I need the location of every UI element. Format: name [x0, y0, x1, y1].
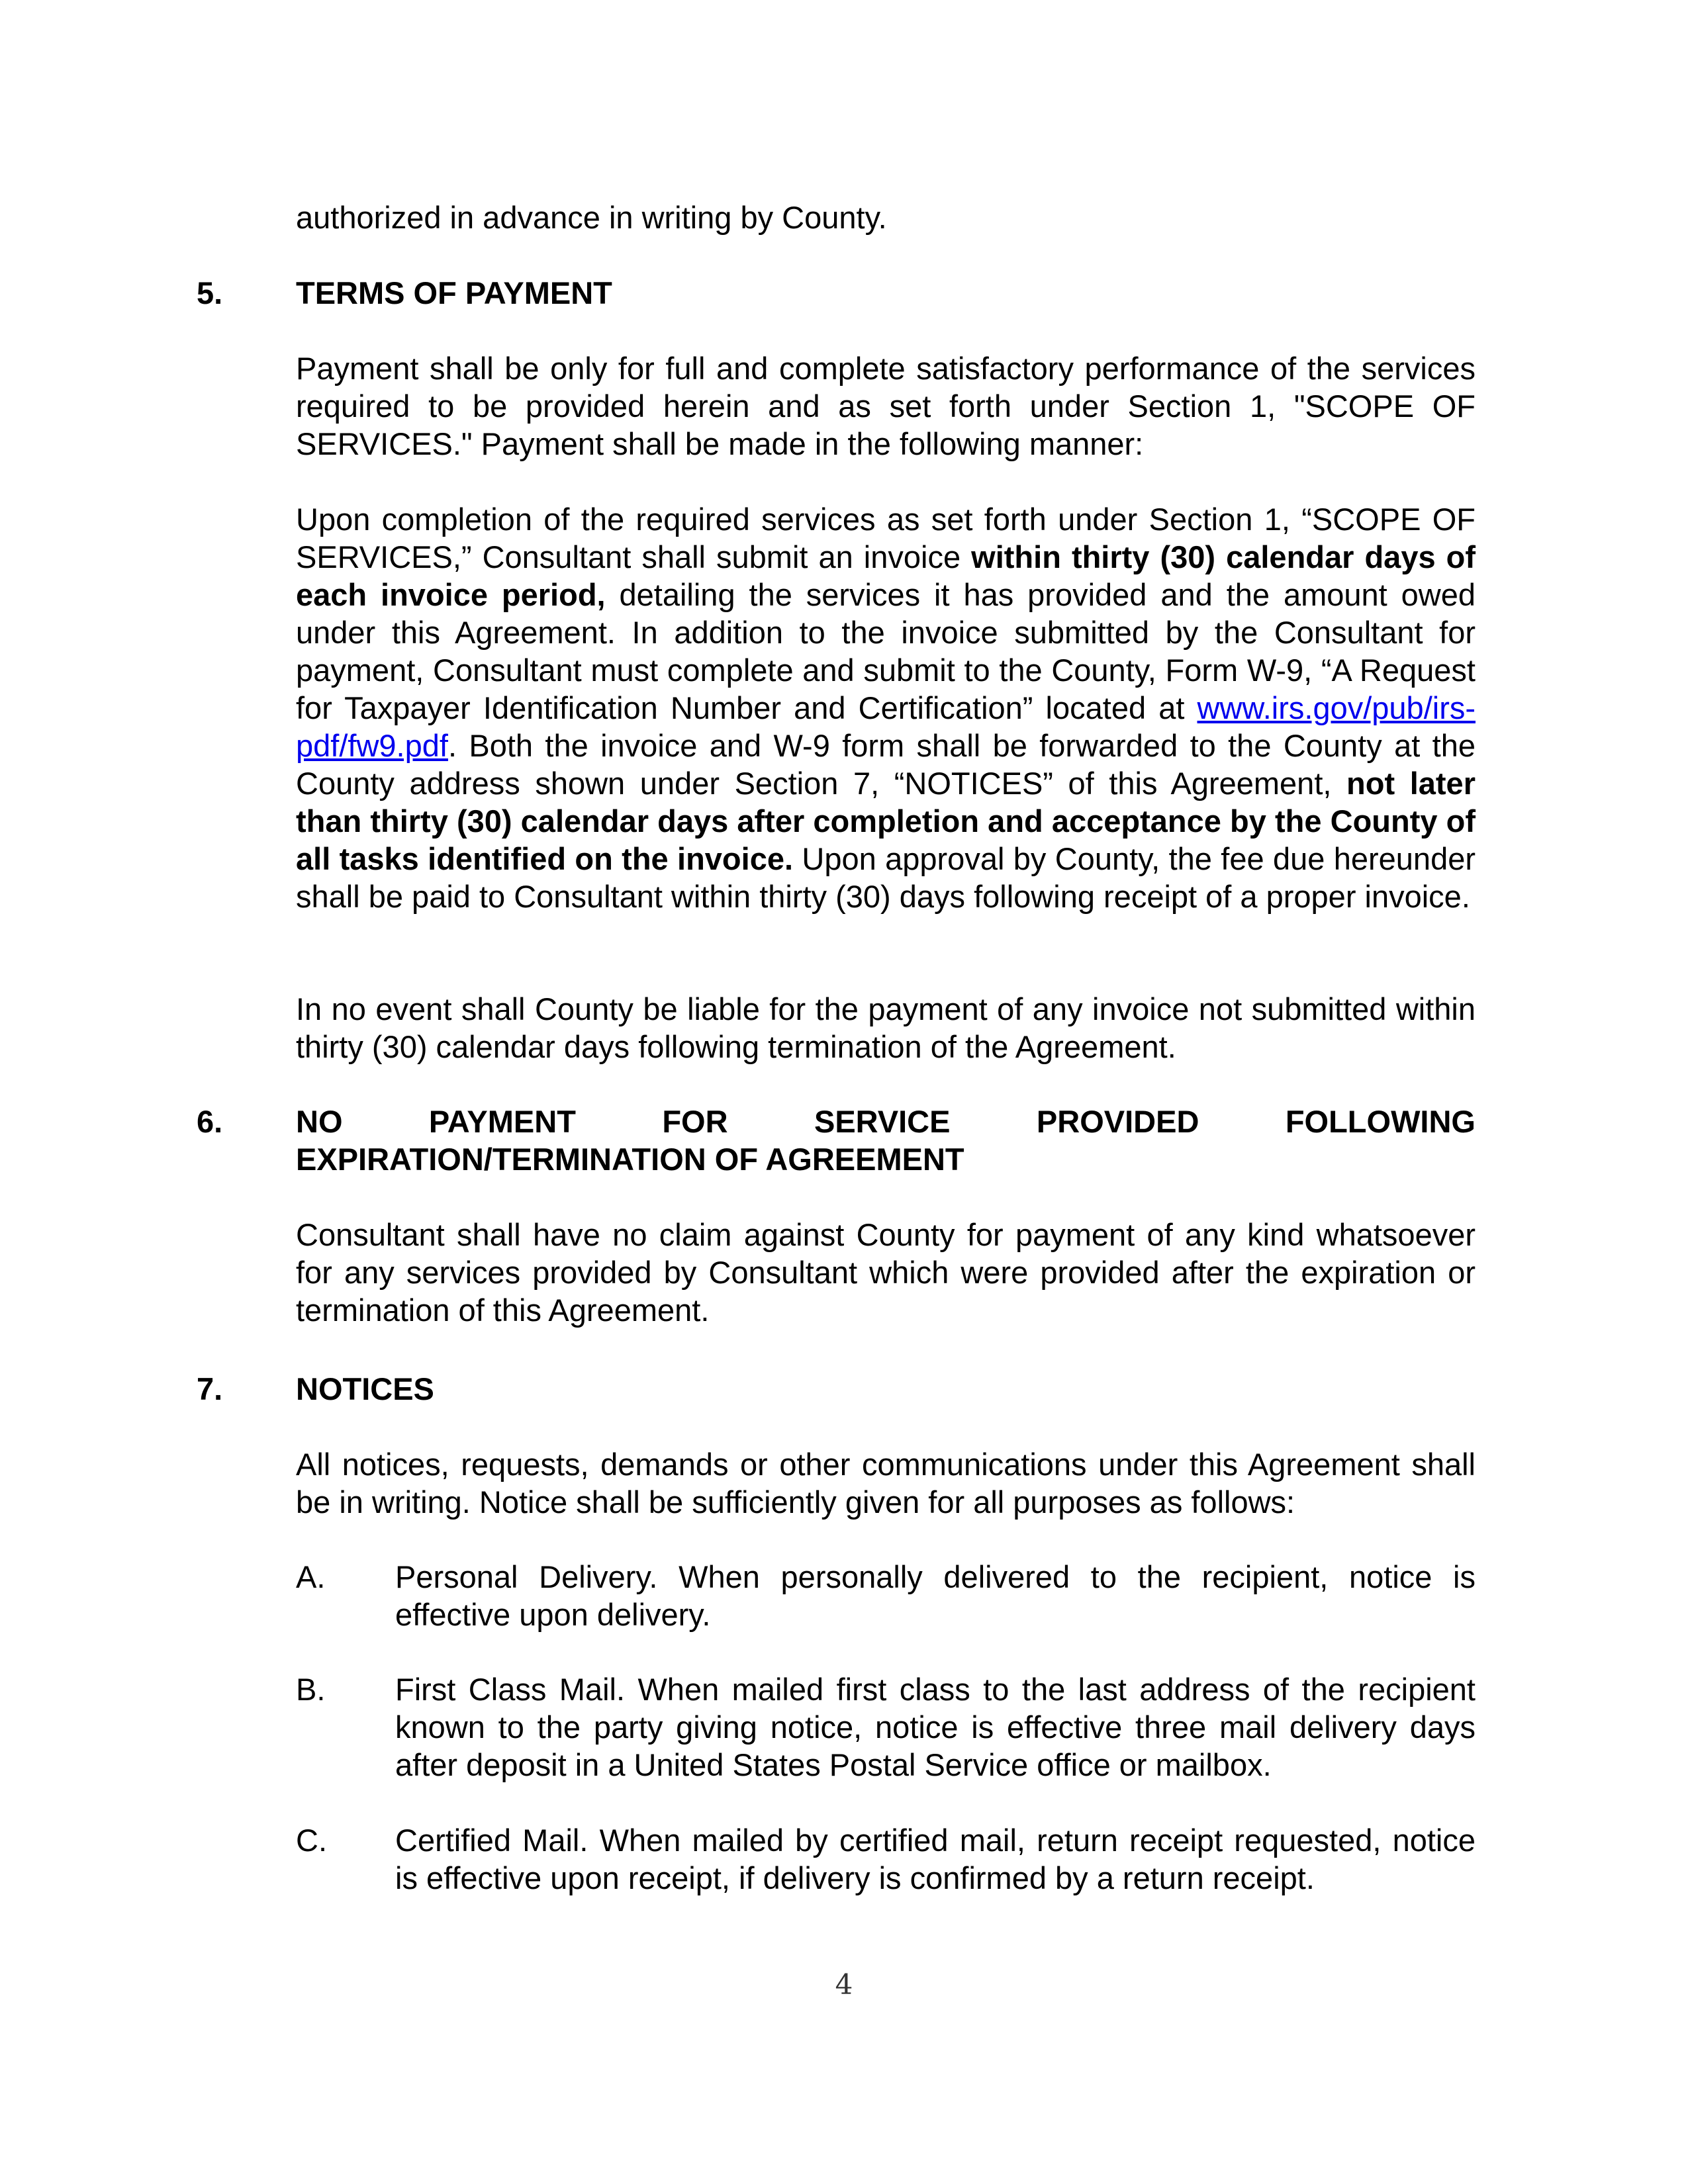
page-number: 4	[835, 1968, 853, 2001]
item-letter: A.	[296, 1559, 326, 1594]
bold-run: not later than thirty (30) calendar days after completion and acceptance by the County of all tasks identified on the invoice.	[296, 766, 1476, 876]
item-text: Certified Mail. When mailed by certified mail, return receipt requested, notice is effective upon receipt, if delivery is confirmed by a return receipt.	[395, 1823, 1476, 1895]
continuation-paragraph: authorized in advance in writing by County.	[296, 200, 887, 235]
irs-w9-link[interactable]: www.irs.gov/pub/irs-pdf/fw9.pdf	[296, 690, 1476, 763]
section-title: NOTICES	[296, 1371, 434, 1406]
text-run: Upon approval by County, the fee due hereunder shall be paid to Consultant within thirty (30) days following receipt of a proper invoice.	[296, 841, 1476, 914]
section-title-line-1: NO PAYMENT FOR SERVICE PROVIDED FOLLOWING	[296, 1104, 1476, 1139]
section-number: 5.	[197, 275, 223, 310]
section-number: 6.	[197, 1104, 223, 1139]
section-title-line-2: EXPIRATION/TERMINATION OF AGREEMENT	[296, 1142, 964, 1177]
item-text: Personal Delivery. When personally delivered to the recipient, notice is effective upon delivery.	[395, 1559, 1476, 1632]
item-letter: C.	[296, 1823, 327, 1858]
section-title: TERMS OF PAYMENT	[296, 275, 612, 310]
section-5-paragraph-3: In no event shall County be liable for the payment of any invoice not submitted within thirty (30) calendar days following termination of the Agreement.	[296, 991, 1476, 1064]
item-letter: B.	[296, 1672, 326, 1707]
section-5-paragraph-2	[296, 500, 1476, 915]
bold-run: within thirty (30) calendar days of each invoice period,	[296, 539, 1476, 612]
section-6-paragraph-1: Consultant shall have no claim against County for payment of any kind whatsoever for any services provided by Consultant which were provided after the expiration or termination of this Agreement.	[296, 1217, 1476, 1328]
text-run: Upon completion of the required services as set forth under Section 1, “SCOPE OF SERVICES,” Consultant shall submit an invoice	[296, 502, 1476, 574]
text-run: . Both the invoice and W-9 form shall be forwarded to the County at the County address shown under Section 7, “NOTICES” of this Agreement,	[296, 728, 1476, 801]
section-5-paragraph-1: Payment shall be only for full and complete satisfactory performance of the services required to be provided herein and as set forth under Section 1, "SCOPE OF SERVICES." Payment shall be made in the following manner:	[296, 351, 1476, 461]
text-run: detailing the services it has provided and the amount owed under this Agreement. In addition to the invoice submitted by the Consultant for payment, Consultant must complete and submit to the County, Form W-9, “A Request for Taxpayer Identification Number and Certification” located at	[296, 577, 1476, 725]
section-7-paragraph-1: All notices, requests, demands or other communications under this Agreement shall be in writing. Notice shall be sufficiently given for all purposes as follows:	[296, 1447, 1476, 1520]
section-number: 7.	[197, 1371, 223, 1406]
item-text: First Class Mail. When mailed first class to the last address of the recipient known to the party giving notice, notice is effective three mail delivery days after deposit in a United States Postal Service office or mailbox.	[395, 1672, 1476, 1782]
